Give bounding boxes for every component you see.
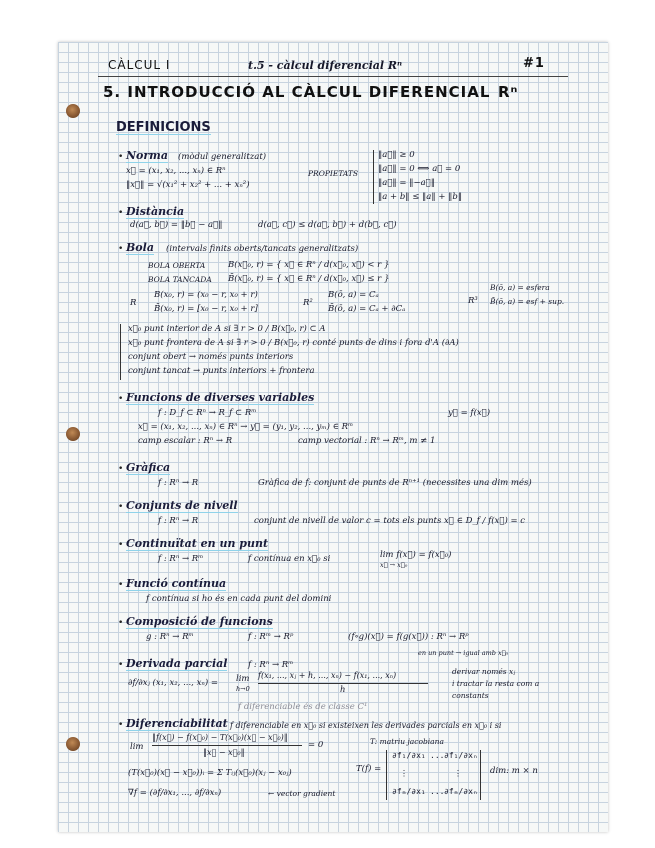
grafica-def: f : Rⁿ → R <box>158 478 199 488</box>
sum-formula: (T(x⃗₀)(x⃗ − x⃗₀))ᵢ = Σ Tᵢⱼ(x⃗₀)(xⱼ − x₀ⱼ) <box>128 768 292 778</box>
jac-cell: ∂fₘ/∂xₙ <box>444 787 478 796</box>
bullet: • <box>118 208 124 218</box>
jac-cell: ... <box>430 751 445 760</box>
differentiable-note: f diferenciable és de classe C¹ <box>238 702 368 712</box>
boundary-point: x⃗₀ punt frontera de A si ∃ r > 0 / B(x⃗₀, r) conté punts de dins i fora d'A (∂A) <box>128 338 459 348</box>
jacobian-dim: dim: m × n <box>490 766 538 776</box>
distancia-heading: Distància <box>126 205 185 218</box>
jacobian-eq: T(f) = <box>356 764 382 774</box>
continuitat-heading: Continuïtat en un punt <box>126 537 269 550</box>
bullet: • <box>118 618 124 628</box>
norma-definition: ‖x⃗‖ = √(x₁² + x₂² + ... + xₙ²) <box>126 180 250 190</box>
open-set: conjunt obert → només punts interiors <box>128 352 294 362</box>
partial-side-1: derivar només xⱼ <box>452 667 516 676</box>
jac-cell: ∂f₁/∂x₁ <box>392 751 426 760</box>
jacobian-label: T: matriu jacobiana <box>370 737 444 746</box>
function-def: f : D_f ⊂ Rⁿ → R_f ⊂ Rᵐ <box>158 408 257 418</box>
derivada-heading: Derivada parcial <box>126 657 228 670</box>
diferenciabilitat-desc: f diferenciable en x⃗₀ si existeixen les derivades parcials en x⃗₀ i si <box>230 721 502 730</box>
bola-heading: Bola <box>126 241 154 254</box>
bola-r-open: B(x₀, r) = (x₀ − r, x₀ + r) <box>154 290 258 300</box>
bullet: • <box>118 580 124 590</box>
bullet: • <box>118 720 124 730</box>
grafica-heading: Gràfica <box>126 461 171 474</box>
bullet: • <box>118 394 124 404</box>
diff-lim: lim <box>130 742 144 752</box>
fraction-bar <box>152 745 302 746</box>
partial-lhs: ∂f/∂xⱼ (x₁, x₂, ..., xₙ) = <box>128 678 218 688</box>
norma-vector: x⃗ = (x₁, x₂, ..., xₙ) ∈ Rⁿ <box>126 166 226 176</box>
nivell-def: f : Rⁿ → R <box>158 516 199 526</box>
diferenciabilitat-heading: Diferenciabilitat <box>126 717 228 730</box>
partial-lim: lim <box>236 674 250 684</box>
brace <box>373 150 374 204</box>
partial-lim-sub: h→0 <box>236 685 250 693</box>
page-number: #1 <box>523 56 545 71</box>
jac-cell: ∂f₁/∂xₙ <box>444 751 478 760</box>
bola-r2-closed: B̄(ō, a) = Cₐ + ∂Cₐ <box>328 304 406 314</box>
scalar-field: camp escalar : Rⁿ → R <box>138 436 233 446</box>
jac-cell: ∂fₘ/∂x₁ <box>392 787 426 796</box>
diff-denominator: ‖x⃗ − x⃗₀‖ <box>203 748 245 757</box>
composicio-heading: Composició de funcions <box>126 615 273 628</box>
funcions-heading: Funcions de diverses variables <box>126 391 315 404</box>
partial-denominator: h <box>340 685 346 695</box>
header-rule <box>98 76 568 77</box>
bullet: • <box>118 660 124 670</box>
bola-tancada-label: BOLA TANCADA <box>148 275 212 284</box>
bullet: • <box>118 464 124 474</box>
matrix-bracket-left <box>386 750 388 800</box>
continuitat-desc: f contínua en x⃗₀ si <box>248 554 331 564</box>
continuitat-limit-sub: x⃗ → x⃗₀ <box>380 561 408 569</box>
bola-r3-open: B(ō, a) = esfera <box>490 283 550 292</box>
bullet: • <box>118 244 124 254</box>
binder-hole <box>66 104 80 118</box>
jac-cell: ... <box>430 787 445 796</box>
continuitat-limit: lim f(x⃗) = f(x⃗₀) <box>380 550 452 560</box>
definitions-heading: DEFINICIONS <box>116 120 211 135</box>
jac-cell: ⋮ <box>454 769 462 778</box>
distancia-definition: d(a⃗, b⃗) = ‖b⃗ − a⃗‖ <box>130 220 223 230</box>
matrix-bracket-right <box>480 750 481 800</box>
bola-r3-closed: B̄(ō, a) = esf + sup. <box>490 297 565 306</box>
space-r2: R² <box>303 298 313 308</box>
interior-point: x⃗₀ punt interior de A si ∃ r > 0 / B(x⃗₀, r) ⊂ A <box>128 324 326 334</box>
nivell-heading: Conjunts de nivell <box>126 499 238 512</box>
continuitat-def: f : Rⁿ → Rᵐ <box>158 554 204 564</box>
bullet: • <box>118 502 124 512</box>
property-2: ‖a⃗‖ = 0 ⟺ a⃗ = 0 <box>378 164 461 174</box>
closed-set: conjunt tancat → punts interiors + frontera <box>128 366 315 376</box>
composicio-fog: (f∘g)(x⃗) = f(g(x⃗)) : Rⁿ → Rᵖ <box>348 632 469 642</box>
course-name: CÀLCUL I <box>108 58 171 72</box>
bola-tancada-def: B̄(x⃗₀, r) = { x⃗ ∈ Rⁿ / d(x⃗₀, x⃗) ≤ r } <box>228 274 390 284</box>
funcio-continua-desc: f contínua si ho és en cada punt del domini <box>146 594 332 604</box>
gradient-note: ← vector gradient <box>268 789 336 798</box>
properties-label: PROPIETATS <box>308 169 359 178</box>
norma-note: (mòdul generalitzat) <box>178 152 267 162</box>
chapter-space: Rⁿ <box>498 83 519 101</box>
composicio-f: f : Rᵐ → Rᵖ <box>248 632 294 642</box>
diff-eq0: = 0 <box>308 740 324 750</box>
chapter-title: 5. INTRODUCCIÓ AL CÀLCUL DIFERENCIAL <box>103 83 491 101</box>
brace <box>120 324 121 380</box>
vector-field: camp vectorial : Rⁿ → Rᵐ, m ≠ 1 <box>298 436 436 446</box>
space-r3: R³ <box>468 296 478 306</box>
bullet: • <box>118 540 124 550</box>
triangle-inequality: d(a⃗, c⃗) ≤ d(a⃗, b⃗) + d(b⃗, c⃗) <box>258 220 397 230</box>
partial-note-top: en un punt → igual amb x⃗₀ <box>418 649 509 657</box>
topic-title: t.5 - càlcul diferencial Rⁿ <box>248 59 403 72</box>
grafica-desc: Gràfica de f: conjunt de punts de Rⁿ⁺¹ (necessites una dim més) <box>258 478 532 488</box>
property-1: ‖a⃗‖ ≥ 0 <box>378 150 415 160</box>
jac-cell: ⋮ <box>400 769 408 778</box>
function-y: y⃗ = f(x⃗) <box>448 408 491 418</box>
funcio-continua-heading: Funció contínua <box>126 577 227 590</box>
notebook-page <box>58 42 608 832</box>
partial-numerator: f(x₁, ..., xⱼ + h, ..., xₙ) − f(x₁, ..., xₙ) <box>258 671 397 680</box>
bola-r-closed: B̄(x₀, r) = [x₀ − r, x₀ + r] <box>154 304 258 314</box>
function-map: x⃗ = (x₁, x₂, ..., xₙ) ∈ Rⁿ → y⃗ = (y₁, y₂, ..., yₘ) ∈ Rᵐ <box>138 422 354 432</box>
derivada-def: f : Rⁿ → Rᵐ <box>248 660 294 670</box>
gradient: ∇f = (∂f/∂x₁, ..., ∂f/∂xₙ) <box>128 788 222 798</box>
composicio-g: g : Rⁿ → Rᵐ <box>146 632 194 642</box>
bola-r2-open: B(ō, a) = Cₐ <box>328 290 379 300</box>
partial-side-3: constants <box>452 691 489 700</box>
fraction-bar <box>258 683 428 684</box>
partial-side-2: i tractar la resta com a <box>452 679 540 688</box>
bola-oberta-def: B(x⃗₀, r) = { x⃗ ∈ Rⁿ / d(x⃗₀, x⃗) < r } <box>228 260 390 270</box>
bullet: • <box>118 152 124 162</box>
binder-hole <box>66 427 80 441</box>
property-4: ‖a + b‖ ≤ ‖a‖ + ‖b‖ <box>378 192 463 202</box>
diff-numerator: ‖f(x⃗) − f(x⃗₀) − T(x⃗₀)(x⃗ − x⃗₀)‖ <box>152 733 288 742</box>
bola-note: (intervals finits oberts/tancats generalitzats) <box>166 244 359 254</box>
space-r: R <box>130 298 137 308</box>
property-3: ‖a⃗‖ = ‖−a⃗‖ <box>378 178 435 188</box>
binder-hole <box>66 737 80 751</box>
norma-heading: Norma <box>126 149 168 162</box>
nivell-desc: conjunt de nivell de valor c = tots els punts x⃗ ∈ D_f / f(x⃗) = c <box>254 516 526 526</box>
bola-oberta-label: BOLA OBERTA <box>148 261 206 270</box>
